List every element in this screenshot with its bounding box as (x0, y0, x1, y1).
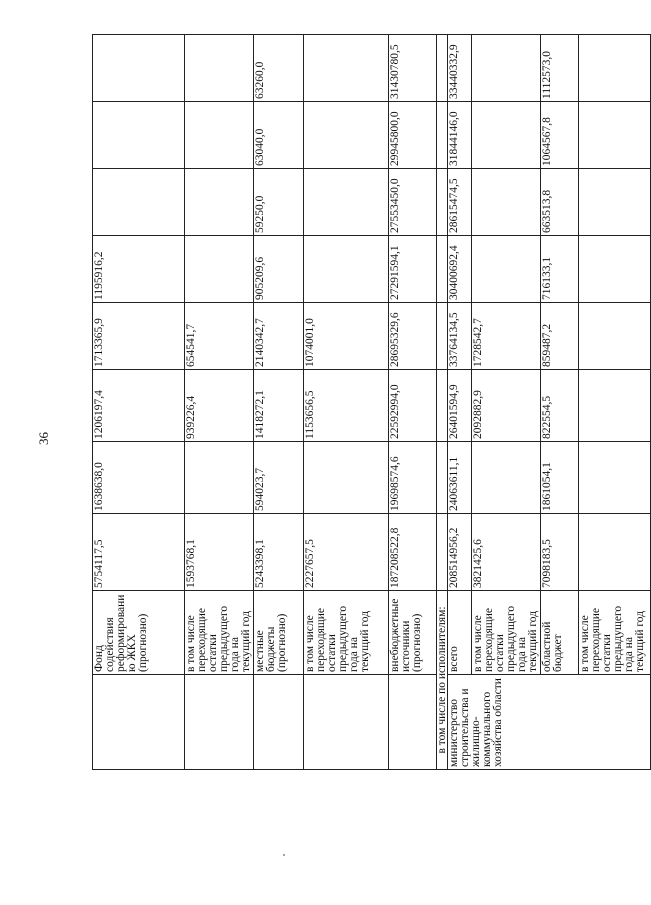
value-cell (304, 442, 389, 514)
value-cell (185, 102, 254, 169)
table-row (185, 35, 254, 770)
section-header-row (437, 35, 448, 770)
value-cell: 26401594,9 (448, 370, 472, 442)
table-row (93, 35, 185, 770)
value-cell: 31430780,5 (389, 35, 437, 102)
value-cell (472, 102, 541, 169)
value-cell: 1861054,1 (541, 442, 579, 514)
row-label: всего (448, 591, 472, 675)
org-name: министерство строительства и жилищно-коммунального хозяйства области (448, 675, 651, 770)
value-cell (93, 35, 185, 102)
value-cell: 31844146,0 (448, 102, 472, 169)
value-cell: 1064567,8 (541, 102, 579, 169)
value-cell (93, 102, 185, 169)
table-row (254, 35, 304, 770)
value-cell: 594023,7 (254, 442, 304, 514)
value-cell: 27553450,0 (389, 169, 437, 236)
section-empty-cell (437, 514, 448, 591)
section-empty-cell (437, 102, 448, 169)
value-cell (185, 442, 254, 514)
value-cell: 939226,4 (185, 370, 254, 442)
value-cell: 2092882,9 (472, 370, 541, 442)
value-cell: 2227657,5 (304, 514, 389, 591)
value-cell (304, 236, 389, 303)
value-cell: 63260,0 (254, 35, 304, 102)
value-cell: 2140342,7 (254, 303, 304, 370)
value-cell: 1153656,5 (304, 370, 389, 442)
value-cell: 187208522,8 (389, 514, 437, 591)
row-label: в том числе переходящие остатки предыдущего года на текущий год (185, 591, 254, 675)
table-row (304, 35, 389, 770)
value-cell (579, 236, 651, 303)
value-cell: 24063611,1 (448, 442, 472, 514)
value-cell (472, 169, 541, 236)
value-cell: 1195916,2 (93, 236, 185, 303)
row-label: в том числе переходящие остатки предыдущего года на текущий год (304, 591, 389, 675)
value-cell (579, 169, 651, 236)
value-cell: 5754117,5 (93, 514, 185, 591)
empty-org-cell (389, 675, 437, 770)
value-cell (579, 35, 651, 102)
value-cell (304, 169, 389, 236)
empty-org-cell (93, 675, 185, 770)
value-cell: 33764134,5 (448, 303, 472, 370)
row-label: в том числе переходящие остатки предыдущего года на текущий год (579, 591, 651, 675)
section-empty-cell (437, 442, 448, 514)
empty-org-cell (304, 675, 389, 770)
scan-speck (283, 854, 285, 856)
value-cell (472, 236, 541, 303)
value-cell: 27291594,1 (389, 236, 437, 303)
value-cell: 1593768,1 (185, 514, 254, 591)
value-cell (472, 35, 541, 102)
value-cell: 1713365,9 (93, 303, 185, 370)
value-cell (579, 370, 651, 442)
value-cell: 1112573,0 (541, 35, 579, 102)
value-cell: 30400692,4 (448, 236, 472, 303)
value-cell (579, 102, 651, 169)
row-label: областной бюджет (541, 591, 579, 675)
value-cell: 859487,2 (541, 303, 579, 370)
value-cell: 7098183,5 (541, 514, 579, 591)
value-cell: 663513,8 (541, 169, 579, 236)
value-cell: 654541,7 (185, 303, 254, 370)
value-cell: 63040,0 (254, 102, 304, 169)
row-label: внебюджетные источники (прогнозно) (389, 591, 437, 675)
row-label: Фонд содействия реформированию ЖКХ (прогнозно) (93, 591, 185, 675)
value-cell: 1638638,0 (93, 442, 185, 514)
value-cell (304, 35, 389, 102)
value-cell (472, 442, 541, 514)
empty-org-cell (185, 675, 254, 770)
value-cell: 1074001,0 (304, 303, 389, 370)
value-cell (185, 35, 254, 102)
value-cell: 28695329,6 (389, 303, 437, 370)
value-cell: 208514956,2 (448, 514, 472, 591)
section-empty-cell (437, 169, 448, 236)
value-cell: 716133,1 (541, 236, 579, 303)
row-label: местные бюджеты (прогнозно) (254, 591, 304, 675)
value-cell: 1728542,7 (472, 303, 541, 370)
value-cell: 822554,5 (541, 370, 579, 442)
section-empty-cell (437, 236, 448, 303)
section-empty-cell (437, 370, 448, 442)
section-header: в том числе по исполнителям: (437, 591, 448, 770)
value-cell: 5243398,1 (254, 514, 304, 591)
value-cell (579, 303, 651, 370)
value-cell: 19698574,6 (389, 442, 437, 514)
table-row (541, 35, 579, 770)
value-cell: 33440332,9 (448, 35, 472, 102)
value-cell: 59250,0 (254, 169, 304, 236)
value-cell (185, 236, 254, 303)
value-cell: 1206197,4 (93, 370, 185, 442)
table-row (472, 35, 541, 770)
value-cell: 3821425,6 (472, 514, 541, 591)
table-row (448, 35, 472, 770)
section-empty-cell (437, 35, 448, 102)
empty-org-cell (254, 675, 304, 770)
row-label: в том числе переходящие остатки предыдущего года на текущий год (472, 591, 541, 675)
value-cell (185, 169, 254, 236)
budget-table (92, 34, 651, 770)
table-row (389, 35, 437, 770)
value-cell (579, 514, 651, 591)
value-cell: 22592994,0 (389, 370, 437, 442)
table-row (579, 35, 651, 770)
value-cell: 29945800,0 (389, 102, 437, 169)
value-cell (579, 442, 651, 514)
value-cell (93, 169, 185, 236)
value-cell: 905209,6 (254, 236, 304, 303)
value-cell: 28615474,5 (448, 169, 472, 236)
value-cell (304, 102, 389, 169)
page-number: 36 (36, 432, 51, 445)
value-cell: 1418272,1 (254, 370, 304, 442)
rotated-table-wrapper (92, 35, 646, 770)
section-empty-cell (437, 303, 448, 370)
